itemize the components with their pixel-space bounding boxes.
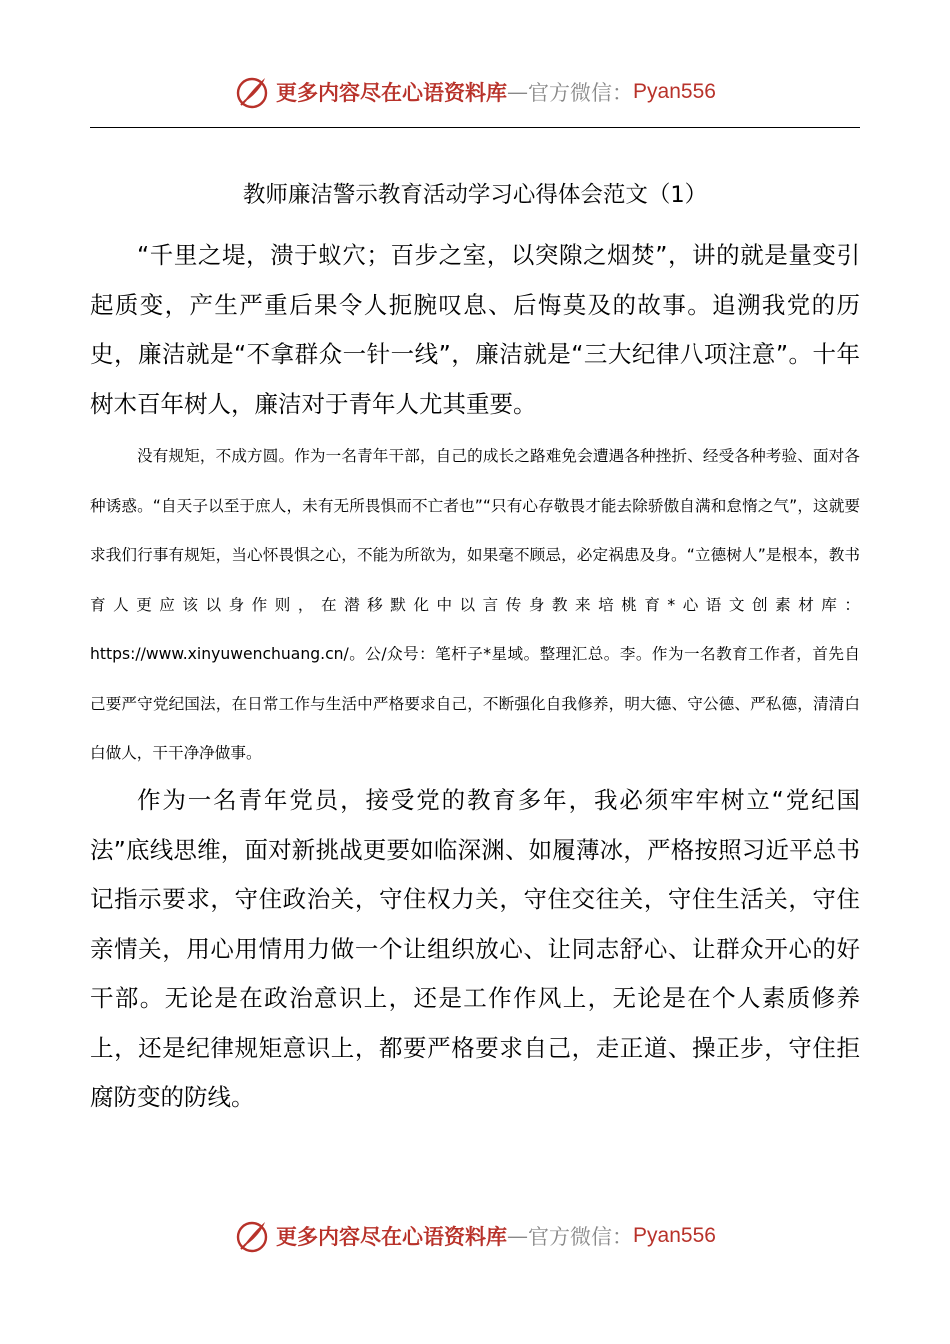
banner-wechat-id: Pyan556 xyxy=(633,80,716,103)
quill-logo-icon xyxy=(234,74,270,110)
banner-wechat-id: Pyan556 xyxy=(633,1224,716,1247)
paragraph-2: 没有规矩，不成方圆。作为一名青年干部，自己的成长之路难免会遭遇各种挫折、经受各种考验、面对各种诱惑。“自天子以至于庶人，未有无所畏惧而不亡者也”“只有心存敬畏才能去除骄傲自满和怠惰之气”，这就要求我们行事有规矩，当心怀畏惧之心，不能为所欲为，如果毫不顾忌，必定祸患及身。“立德树人”是根本，教书育人更应该以身作则，在潜移默化中以言传身教来培桃育*心语文创素材库：https://www.xinyuwenchuang.cn/。公/众号：笔杆子*星域。整理汇总。李。作为一名教育工作者，首先自己要严守党纪国法，在日常工作与生活中严格要求自己，不断强化自我修养，明大德、守公德、严私德，清清白白做人，干干净净做事。 xyxy=(90,447,860,762)
header-divider xyxy=(90,127,860,128)
footer-banner xyxy=(0,1216,950,1256)
paragraph-1: “千里之堤，溃于蚁穴；百步之室，以突隙之烟焚”，讲的就是量变引起质变，产生严重后果令人扼腕叹息、后悔莫及的故事。追溯我党的历史，廉洁就是“不拿群众一针一线”，廉洁就是“三大纪律八项注意”。十年树木百年树人，廉洁对于青年人尤其重要。 xyxy=(90,241,860,418)
banner-main-text: 更多内容尽在心语资料库 xyxy=(276,80,508,105)
quill-logo-icon xyxy=(234,1218,270,1254)
banner-dash: — xyxy=(507,1224,529,1248)
banner-wechat-label: 官方微信： xyxy=(528,1225,634,1249)
document-title: 教师廉洁警示教育活动学习心得体会范文（1） xyxy=(242,182,708,208)
header-banner xyxy=(0,72,950,112)
paragraph-3: 作为一名青年党员，接受党的教育多年，我必须牢牢树立“党纪国法”底线思维，面对新挑战更要如临深渊、如履薄冰，严格按照习近平总书记指示要求，守住政治关，守住权力关，守住交往关，守住生活关，守住亲情关，用心用情用力做一个让组织放心、让同志舒心、让群众开心的好干部。无论是在政治意识上，还是工作作风上，无论是在个人素质修养上，还是纪律规矩意识上，都要严格要求自己，走正道、操正步，守住拒腐防变的防线。 xyxy=(90,786,860,1111)
banner-wechat-label: 官方微信： xyxy=(528,81,634,105)
banner-main-text: 更多内容尽在心语资料库 xyxy=(276,1224,508,1249)
banner-dash: — xyxy=(507,80,529,104)
